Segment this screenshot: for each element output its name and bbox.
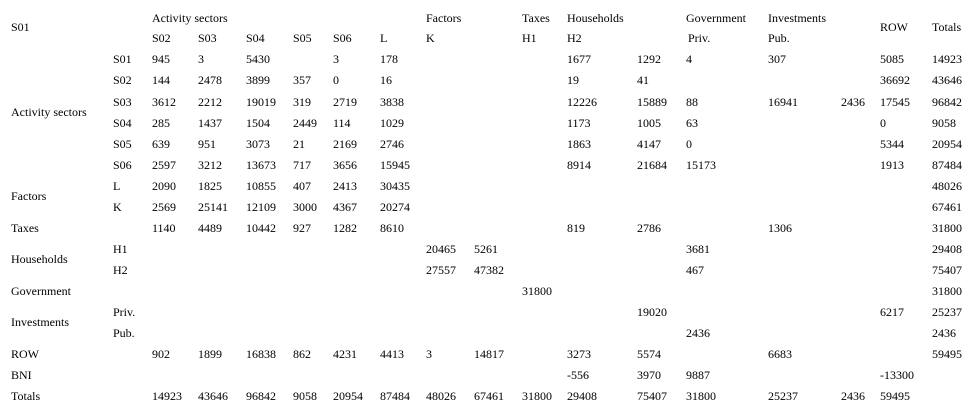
table-cell: 9058 — [932, 116, 956, 130]
table-cell: 3212 — [198, 158, 222, 172]
table-cell: 29408 — [932, 242, 962, 256]
table-cell: 3 — [426, 347, 432, 361]
table-cell: 59495 — [932, 347, 962, 361]
col-header: H2 — [567, 31, 582, 45]
table-cell: 0 — [880, 116, 886, 130]
table-cell: 951 — [198, 137, 216, 151]
table-cell: 47382 — [474, 263, 504, 277]
table-cell: 9058 — [293, 389, 317, 403]
table-cell: 31800 — [932, 284, 962, 298]
table-cell: 14923 — [152, 389, 182, 403]
table-cell: 59495 — [880, 389, 910, 403]
row-group-investments: Investments — [11, 315, 69, 329]
corner-label: S01 — [11, 20, 30, 34]
table-cell: -13300 — [880, 368, 914, 382]
table-cell: 31800 — [686, 389, 716, 403]
table-cell: 43646 — [932, 73, 962, 87]
row-group-activity-sectors: Activity sectors — [11, 105, 87, 119]
row-label: L — [113, 179, 121, 193]
table-cell: 15945 — [380, 158, 410, 172]
table-cell: 1863 — [567, 137, 591, 151]
col-header: L — [380, 31, 388, 45]
table-cell: 819 — [567, 221, 585, 235]
row-group-households: Households — [11, 252, 68, 266]
row-group-totals: Totals — [11, 389, 41, 403]
table-cell: 13673 — [246, 158, 276, 172]
table-cell: 3656 — [333, 158, 357, 172]
row-label: K — [113, 200, 122, 214]
table-cell: 5344 — [880, 137, 904, 151]
table-cell: 319 — [293, 95, 311, 109]
table-cell: 17545 — [880, 95, 910, 109]
table-cell: 2413 — [333, 179, 357, 193]
table-cell: 87484 — [380, 389, 410, 403]
col-header: Priv. — [688, 31, 711, 45]
table-cell: 12109 — [246, 200, 276, 214]
table-cell: 1677 — [567, 52, 591, 66]
table-cell: 6217 — [880, 305, 904, 319]
table-cell: 25237 — [768, 389, 798, 403]
group-header-row: ROW — [880, 20, 908, 34]
col-header: Pub. — [768, 31, 790, 45]
table-cell: 0 — [686, 137, 692, 151]
row-label: S03 — [113, 95, 132, 109]
table-cell: 31800 — [932, 221, 962, 235]
group-header-totals: Totals — [932, 20, 962, 34]
table-cell: 36692 — [880, 73, 910, 87]
table-cell: 3899 — [246, 73, 270, 87]
table-cell: 19019 — [246, 95, 276, 109]
group-header-activity-sectors: Activity sectors — [152, 11, 228, 25]
table-cell: -556 — [567, 368, 589, 382]
table-cell: 87484 — [932, 158, 962, 172]
table-cell: 67461 — [474, 389, 504, 403]
col-header: S05 — [293, 31, 312, 45]
table-cell: 3 — [333, 52, 339, 66]
table-cell: 1899 — [198, 347, 222, 361]
table-cell: 2478 — [198, 73, 222, 87]
table-cell: 30435 — [380, 179, 410, 193]
table-cell: 14817 — [474, 347, 504, 361]
table-cell: 25141 — [198, 200, 228, 214]
table-cell: 407 — [293, 179, 311, 193]
table-cell: 5085 — [880, 52, 904, 66]
group-header-households: Households — [567, 11, 624, 25]
table-cell: 5574 — [637, 347, 661, 361]
table-cell: 3073 — [246, 137, 270, 151]
table-cell: 2436 — [841, 95, 865, 109]
row-label: H1 — [113, 242, 128, 256]
table-cell: 5430 — [246, 52, 270, 66]
table-cell: 15889 — [637, 95, 667, 109]
table-cell: 31800 — [522, 284, 552, 298]
table-cell: 1282 — [333, 221, 357, 235]
table-cell: 1504 — [246, 116, 270, 130]
table-cell: 4147 — [637, 137, 661, 151]
table-cell: 96842 — [246, 389, 276, 403]
table-cell: 9887 — [686, 368, 710, 382]
col-header: S02 — [152, 31, 171, 45]
row-label: S05 — [113, 137, 132, 151]
table-cell: 2449 — [293, 116, 317, 130]
table-cell: 902 — [152, 347, 170, 361]
table-cell: 2436 — [932, 326, 956, 340]
table-cell: 2786 — [637, 221, 661, 235]
group-header-investments: Investments — [768, 11, 826, 25]
row-label: Priv. — [113, 305, 136, 319]
table-cell: 2597 — [152, 158, 176, 172]
table-cell: 31800 — [522, 389, 552, 403]
table-cell: 2569 — [152, 200, 176, 214]
table-cell: 12226 — [567, 95, 597, 109]
table-cell: 2436 — [686, 326, 710, 340]
table-cell: 21684 — [637, 158, 667, 172]
table-cell: 2169 — [333, 137, 357, 151]
table-cell: 1005 — [637, 116, 661, 130]
table-cell: 19020 — [637, 305, 667, 319]
table-cell: 20274 — [380, 200, 410, 214]
table-cell: 1173 — [567, 116, 591, 130]
table-cell: 2436 — [841, 389, 865, 403]
table-cell: 4231 — [333, 347, 357, 361]
table-cell: 29408 — [567, 389, 597, 403]
table-cell: 2212 — [198, 95, 222, 109]
table-cell: 19 — [567, 73, 579, 87]
table-cell: 1140 — [152, 221, 176, 235]
table-cell: 14923 — [932, 52, 962, 66]
row-label: S04 — [113, 116, 132, 130]
table-cell: 1437 — [198, 116, 222, 130]
table-cell: 178 — [380, 52, 398, 66]
table-cell: 75407 — [932, 263, 962, 277]
table-cell: 4 — [686, 52, 692, 66]
table-cell: 8914 — [567, 158, 591, 172]
table-cell: 88 — [686, 95, 698, 109]
table-cell: 1913 — [880, 158, 904, 172]
table-cell: 2746 — [380, 137, 404, 151]
col-header: S06 — [333, 31, 352, 45]
table-cell: 96842 — [932, 95, 962, 109]
table-cell: 75407 — [637, 389, 667, 403]
col-header: S03 — [198, 31, 217, 45]
table-cell: 3970 — [637, 368, 661, 382]
table-cell: 114 — [333, 116, 351, 130]
table-cell: 3681 — [686, 242, 710, 256]
table-cell: 357 — [293, 73, 311, 87]
table-cell: 307 — [768, 52, 786, 66]
table-cell: 25237 — [932, 305, 962, 319]
row-group-row: ROW — [11, 347, 39, 361]
table-cell: 16838 — [246, 347, 276, 361]
table-cell: 2090 — [152, 179, 176, 193]
table-cell: 4413 — [380, 347, 404, 361]
table-cell: 20954 — [932, 137, 962, 151]
table-cell: 16 — [380, 73, 392, 87]
table-cell: 48026 — [426, 389, 456, 403]
row-label: S01 — [113, 52, 132, 66]
row-label: H2 — [113, 263, 128, 277]
table-cell: 862 — [293, 347, 311, 361]
table-cell: 1825 — [198, 179, 222, 193]
row-label: Pub. — [113, 326, 135, 340]
table-cell: 67461 — [932, 200, 962, 214]
row-group-taxes: Taxes — [11, 221, 39, 235]
row-group-factors: Factors — [11, 189, 47, 203]
table-cell: 285 — [152, 116, 170, 130]
table-cell: 43646 — [198, 389, 228, 403]
table-cell: 63 — [686, 116, 698, 130]
row-group-government: Government — [11, 284, 71, 298]
table-cell: 717 — [293, 158, 311, 172]
table-cell: 20465 — [426, 242, 456, 256]
col-header: S04 — [246, 31, 265, 45]
table-cell: 2719 — [333, 95, 357, 109]
table-cell: 41 — [637, 73, 649, 87]
table-cell: 3 — [198, 52, 204, 66]
table-cell: 945 — [152, 52, 170, 66]
table-cell: 3612 — [152, 95, 176, 109]
table-cell: 0 — [333, 73, 339, 87]
table-cell: 16941 — [768, 95, 798, 109]
table-cell: 144 — [152, 73, 170, 87]
col-header: K — [426, 31, 435, 45]
table-cell: 27557 — [426, 263, 456, 277]
table-cell: 1029 — [380, 116, 404, 130]
table-cell: 467 — [686, 263, 704, 277]
table-cell: 927 — [293, 221, 311, 235]
col-header: H1 — [522, 31, 537, 45]
table-cell: 4489 — [198, 221, 222, 235]
group-header-factors: Factors — [426, 11, 462, 25]
table-cell: 48026 — [932, 179, 962, 193]
group-header-government: Government — [686, 11, 746, 25]
table-cell: 10442 — [246, 221, 276, 235]
table-cell: 639 — [152, 137, 170, 151]
table-cell: 5261 — [474, 242, 498, 256]
table-cell: 10855 — [246, 179, 276, 193]
table-cell: 21 — [293, 137, 305, 151]
table-cell: 4367 — [333, 200, 357, 214]
table-cell: 3838 — [380, 95, 404, 109]
table-cell: 15173 — [686, 158, 716, 172]
table-cell: 3000 — [293, 200, 317, 214]
table-cell: 1306 — [768, 221, 792, 235]
row-group-bni: BNI — [11, 368, 32, 382]
table-cell: 20954 — [333, 389, 363, 403]
table-cell: 3273 — [567, 347, 591, 361]
row-label: S06 — [113, 158, 132, 172]
row-label: S02 — [113, 73, 132, 87]
group-header-taxes: Taxes — [522, 11, 550, 25]
table-cell: 8610 — [380, 221, 404, 235]
table-cell: 6683 — [768, 347, 792, 361]
table-cell: 1292 — [637, 52, 661, 66]
